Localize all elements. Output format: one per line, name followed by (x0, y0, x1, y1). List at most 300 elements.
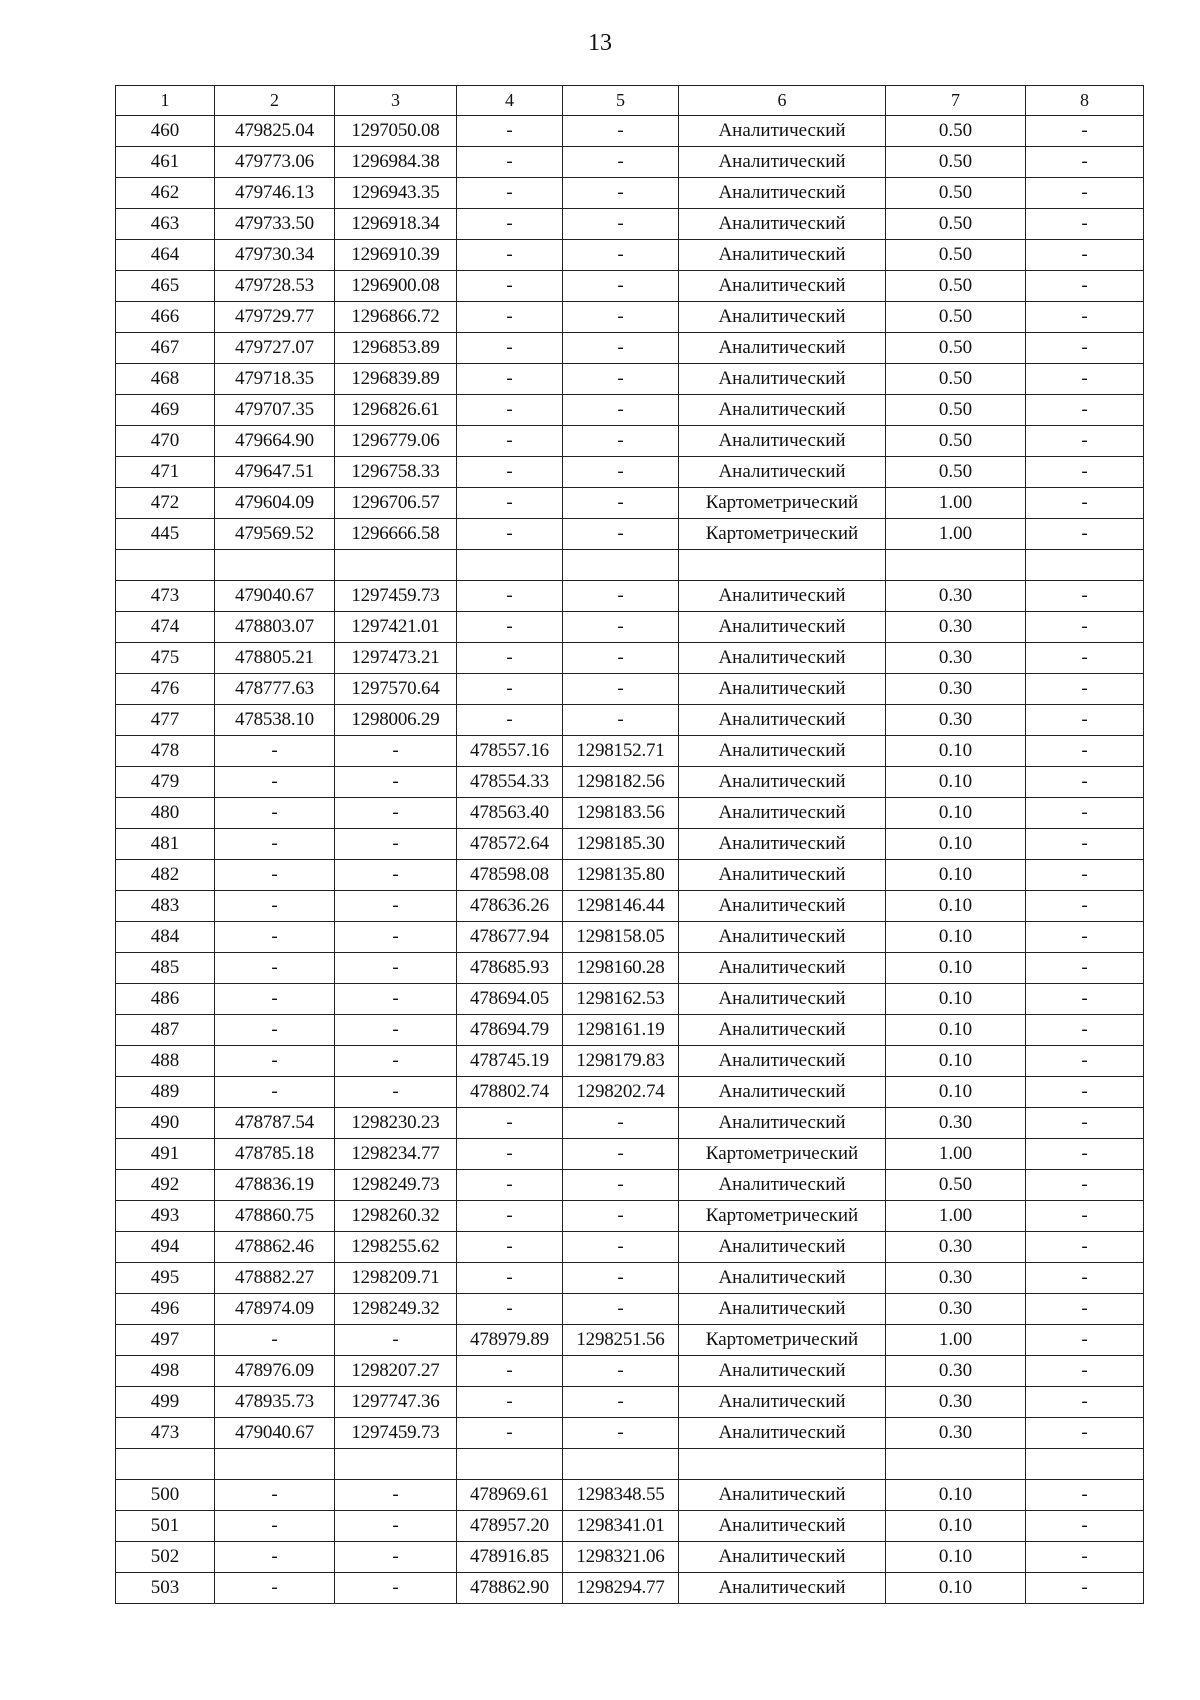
y-new-cell: 1298179.83 (563, 1046, 679, 1077)
accuracy-cell: 0.50 (886, 395, 1026, 426)
x-new-cell: - (457, 1387, 563, 1418)
point-number-cell: 489 (116, 1077, 215, 1108)
y-existing-cell: - (335, 829, 457, 860)
note-cell: - (1026, 147, 1144, 178)
note-cell: - (1026, 457, 1144, 488)
y-new-cell: 1298152.71 (563, 736, 679, 767)
y-existing-cell: 1298207.27 (335, 1356, 457, 1387)
x-existing-cell: 479664.90 (215, 426, 335, 457)
x-existing-cell: 478836.19 (215, 1170, 335, 1201)
method-cell (679, 550, 886, 581)
method-cell: Аналитический (679, 829, 886, 860)
method-cell: Аналитический (679, 457, 886, 488)
table-row (116, 736, 1144, 767)
y-existing-cell: 1297421.01 (335, 612, 457, 643)
table-row (116, 1046, 1144, 1077)
method-cell: Аналитический (679, 240, 886, 271)
header-row (116, 86, 1144, 116)
point-number-cell: 498 (116, 1356, 215, 1387)
note-cell: - (1026, 1542, 1144, 1573)
x-existing-cell: 479569.52 (215, 519, 335, 550)
accuracy-cell: 0.10 (886, 1015, 1026, 1046)
x-new-cell: 478862.90 (457, 1573, 563, 1604)
note-cell (1026, 550, 1144, 581)
accuracy-cell: 0.30 (886, 1294, 1026, 1325)
table-row (116, 1418, 1144, 1449)
accuracy-cell: 0.10 (886, 736, 1026, 767)
point-number-cell: 464 (116, 240, 215, 271)
method-cell: Аналитический (679, 798, 886, 829)
accuracy-cell: 0.10 (886, 767, 1026, 798)
x-new-cell: 478554.33 (457, 767, 563, 798)
note-cell: - (1026, 488, 1144, 519)
x-new-cell: - (457, 178, 563, 209)
x-new-cell: - (457, 705, 563, 736)
note-cell: - (1026, 643, 1144, 674)
y-existing-cell: 1296943.35 (335, 178, 457, 209)
x-existing-cell: 479040.67 (215, 1418, 335, 1449)
y-existing-cell: 1296758.33 (335, 457, 457, 488)
y-new-cell: - (563, 178, 679, 209)
note-cell: - (1026, 1077, 1144, 1108)
y-existing-cell: 1298260.32 (335, 1201, 457, 1232)
y-new-cell: - (563, 240, 679, 271)
x-new-cell: - (457, 1263, 563, 1294)
note-cell: - (1026, 1573, 1144, 1604)
accuracy-cell: 0.10 (886, 922, 1026, 953)
x-existing-cell (215, 1449, 335, 1480)
y-new-cell: - (563, 612, 679, 643)
point-number-cell: 487 (116, 1015, 215, 1046)
y-new-cell: - (563, 1418, 679, 1449)
method-cell: Аналитический (679, 116, 886, 147)
table-row (116, 674, 1144, 705)
accuracy-cell: 0.30 (886, 674, 1026, 705)
y-new-cell: 1298158.05 (563, 922, 679, 953)
method-cell: Аналитический (679, 1480, 886, 1511)
method-cell: Аналитический (679, 674, 886, 705)
y-existing-cell: 1297473.21 (335, 643, 457, 674)
accuracy-cell: 0.50 (886, 457, 1026, 488)
accuracy-cell: 0.50 (886, 209, 1026, 240)
x-existing-cell: 479040.67 (215, 581, 335, 612)
x-existing-cell: 479728.53 (215, 271, 335, 302)
method-cell: Аналитический (679, 953, 886, 984)
accuracy-cell: 1.00 (886, 488, 1026, 519)
note-cell: - (1026, 1232, 1144, 1263)
y-existing-cell: - (335, 1480, 457, 1511)
y-new-cell: 1298162.53 (563, 984, 679, 1015)
method-cell: Аналитический (679, 1015, 886, 1046)
y-new-cell: 1298294.77 (563, 1573, 679, 1604)
y-existing-cell: 1296779.06 (335, 426, 457, 457)
accuracy-cell: 0.30 (886, 1418, 1026, 1449)
table-row (116, 798, 1144, 829)
x-existing-cell: - (215, 798, 335, 829)
x-new-cell: - (457, 519, 563, 550)
point-number-cell: 462 (116, 178, 215, 209)
x-new-cell: 478802.74 (457, 1077, 563, 1108)
y-existing-cell: - (335, 1046, 457, 1077)
table-row (116, 922, 1144, 953)
accuracy-cell: 0.50 (886, 116, 1026, 147)
x-new-cell: - (457, 116, 563, 147)
col-method-header: 6 (679, 86, 886, 116)
note-cell: - (1026, 426, 1144, 457)
table-row (116, 1573, 1144, 1604)
table-row (116, 395, 1144, 426)
separator-row (116, 1449, 1144, 1480)
method-cell: Аналитический (679, 1232, 886, 1263)
note-cell: - (1026, 1201, 1144, 1232)
accuracy-cell: 0.50 (886, 426, 1026, 457)
y-new-cell: 1298135.80 (563, 860, 679, 891)
table-row (116, 426, 1144, 457)
y-existing-cell: - (335, 953, 457, 984)
x-new-cell: - (457, 1418, 563, 1449)
note-cell: - (1026, 1108, 1144, 1139)
table-row (116, 1263, 1144, 1294)
x-existing-cell: - (215, 1325, 335, 1356)
accuracy-cell: 0.30 (886, 643, 1026, 674)
note-cell: - (1026, 829, 1144, 860)
x-existing-cell: 479727.07 (215, 333, 335, 364)
y-new-cell: - (563, 426, 679, 457)
table-row (116, 1542, 1144, 1573)
y-existing-cell: - (335, 922, 457, 953)
y-existing-cell: 1297570.64 (335, 674, 457, 705)
point-number-cell: 479 (116, 767, 215, 798)
table-row (116, 1387, 1144, 1418)
y-existing-cell: 1296826.61 (335, 395, 457, 426)
table-row (116, 1108, 1144, 1139)
y-new-cell: - (563, 581, 679, 612)
x-new-cell: - (457, 612, 563, 643)
point-number-cell: 445 (116, 519, 215, 550)
method-cell: Аналитический (679, 612, 886, 643)
point-number-cell: 466 (116, 302, 215, 333)
table-row (116, 581, 1144, 612)
accuracy-cell: 0.50 (886, 333, 1026, 364)
note-cell: - (1026, 116, 1144, 147)
table-row (116, 1139, 1144, 1170)
y-existing-cell: 1297459.73 (335, 1418, 457, 1449)
method-cell: Аналитический (679, 147, 886, 178)
x-existing-cell: 478860.75 (215, 1201, 335, 1232)
x-new-cell: - (457, 674, 563, 705)
point-number-cell: 478 (116, 736, 215, 767)
y-new-cell: 1298251.56 (563, 1325, 679, 1356)
accuracy-cell: 0.50 (886, 240, 1026, 271)
y-existing-cell: - (335, 1573, 457, 1604)
accuracy-cell: 0.50 (886, 364, 1026, 395)
y-existing-cell: 1298255.62 (335, 1232, 457, 1263)
table-row (116, 147, 1144, 178)
x-existing-cell: 479604.09 (215, 488, 335, 519)
accuracy-cell: 0.50 (886, 271, 1026, 302)
x-new-cell: 478572.64 (457, 829, 563, 860)
y-existing-cell: 1298006.29 (335, 705, 457, 736)
x-existing-cell: 479825.04 (215, 116, 335, 147)
method-cell: Аналитический (679, 984, 886, 1015)
x-new-cell: 478557.16 (457, 736, 563, 767)
y-existing-cell: - (335, 798, 457, 829)
y-new-cell: - (563, 519, 679, 550)
x-new-cell: 478685.93 (457, 953, 563, 984)
method-cell: Картометрический (679, 1201, 886, 1232)
x-existing-cell: 478935.73 (215, 1387, 335, 1418)
point-number-cell: 463 (116, 209, 215, 240)
method-cell: Аналитический (679, 209, 886, 240)
point-number-cell: 502 (116, 1542, 215, 1573)
x-existing-cell: 479730.34 (215, 240, 335, 271)
accuracy-cell: 0.10 (886, 1511, 1026, 1542)
table-row (116, 1325, 1144, 1356)
accuracy-cell: 0.10 (886, 1077, 1026, 1108)
x-new-cell: 478598.08 (457, 860, 563, 891)
x-existing-cell: 478976.09 (215, 1356, 335, 1387)
note-cell: - (1026, 1325, 1144, 1356)
table-row (116, 178, 1144, 209)
accuracy-cell: 0.10 (886, 860, 1026, 891)
x-existing-cell: - (215, 767, 335, 798)
point-number-cell: 467 (116, 333, 215, 364)
x-existing-cell: 479707.35 (215, 395, 335, 426)
col-accuracy-header: 7 (886, 86, 1026, 116)
table-row (116, 953, 1144, 984)
method-cell: Аналитический (679, 1263, 886, 1294)
y-new-cell: 1298185.30 (563, 829, 679, 860)
note-cell: - (1026, 1418, 1144, 1449)
x-existing-cell: - (215, 1480, 335, 1511)
y-new-cell: - (563, 395, 679, 426)
point-number-cell: 475 (116, 643, 215, 674)
y-existing-cell: 1298234.77 (335, 1139, 457, 1170)
y-new-cell: 1298160.28 (563, 953, 679, 984)
point-number-cell: 465 (116, 271, 215, 302)
point-number-cell: 500 (116, 1480, 215, 1511)
table-row (116, 302, 1144, 333)
y-new-cell: 1298161.19 (563, 1015, 679, 1046)
col-y-new-header: 5 (563, 86, 679, 116)
note-cell: - (1026, 271, 1144, 302)
point-number-cell: 484 (116, 922, 215, 953)
method-cell: Аналитический (679, 581, 886, 612)
x-existing-cell: 478805.21 (215, 643, 335, 674)
method-cell: Аналитический (679, 1573, 886, 1604)
x-new-cell: 478694.79 (457, 1015, 563, 1046)
page-number: 13 (588, 30, 612, 56)
accuracy-cell: 1.00 (886, 1139, 1026, 1170)
method-cell: Аналитический (679, 333, 886, 364)
method-cell: Аналитический (679, 178, 886, 209)
y-existing-cell: 1296918.34 (335, 209, 457, 240)
accuracy-cell: 0.10 (886, 984, 1026, 1015)
method-cell: Аналитический (679, 1387, 886, 1418)
table-row (116, 1232, 1144, 1263)
method-cell: Аналитический (679, 395, 886, 426)
method-cell: Аналитический (679, 302, 886, 333)
point-number-cell: 495 (116, 1263, 215, 1294)
y-new-cell (563, 1449, 679, 1480)
y-existing-cell: 1298249.32 (335, 1294, 457, 1325)
point-number-cell: 473 (116, 581, 215, 612)
y-new-cell: - (563, 674, 679, 705)
x-existing-cell: 479729.77 (215, 302, 335, 333)
method-cell: Аналитический (679, 1046, 886, 1077)
table-row (116, 984, 1144, 1015)
accuracy-cell: 0.30 (886, 612, 1026, 643)
y-new-cell: 1298202.74 (563, 1077, 679, 1108)
y-existing-cell: - (335, 984, 457, 1015)
x-existing-cell: - (215, 953, 335, 984)
col-note-header: 8 (1026, 86, 1144, 116)
accuracy-cell: 0.30 (886, 581, 1026, 612)
x-existing-cell: - (215, 736, 335, 767)
method-cell: Картометрический (679, 1325, 886, 1356)
accuracy-cell: 1.00 (886, 519, 1026, 550)
y-new-cell: - (563, 147, 679, 178)
y-new-cell: - (563, 643, 679, 674)
point-number-cell: 499 (116, 1387, 215, 1418)
note-cell: - (1026, 581, 1144, 612)
y-new-cell: - (563, 333, 679, 364)
y-new-cell: 1298348.55 (563, 1480, 679, 1511)
point-number-cell: 485 (116, 953, 215, 984)
table-row (116, 488, 1144, 519)
x-new-cell: - (457, 1232, 563, 1263)
method-cell: Аналитический (679, 1108, 886, 1139)
table-row (116, 860, 1144, 891)
y-existing-cell: - (335, 1511, 457, 1542)
note-cell: - (1026, 705, 1144, 736)
point-number-cell: 470 (116, 426, 215, 457)
y-existing-cell: - (335, 891, 457, 922)
table-row (116, 1480, 1144, 1511)
x-existing-cell: 479718.35 (215, 364, 335, 395)
y-existing-cell: 1296900.08 (335, 271, 457, 302)
point-number-cell: 497 (116, 1325, 215, 1356)
y-new-cell: - (563, 302, 679, 333)
method-cell: Аналитический (679, 1542, 886, 1573)
y-new-cell: - (563, 1201, 679, 1232)
y-new-cell: 1298146.44 (563, 891, 679, 922)
note-cell: - (1026, 302, 1144, 333)
x-existing-cell: 478785.18 (215, 1139, 335, 1170)
method-cell: Аналитический (679, 1077, 886, 1108)
table-row (116, 1077, 1144, 1108)
y-existing-cell: - (335, 1077, 457, 1108)
table-row (116, 1201, 1144, 1232)
y-new-cell: - (563, 488, 679, 519)
accuracy-cell: 0.10 (886, 1573, 1026, 1604)
accuracy-cell: 0.10 (886, 891, 1026, 922)
point-number-cell: 481 (116, 829, 215, 860)
point-number-cell: 461 (116, 147, 215, 178)
coordinates-table (115, 85, 1144, 1604)
x-new-cell: 478916.85 (457, 1542, 563, 1573)
y-existing-cell: 1298209.71 (335, 1263, 457, 1294)
x-new-cell: - (457, 209, 563, 240)
table-row (116, 1294, 1144, 1325)
y-existing-cell: 1296666.58 (335, 519, 457, 550)
accuracy-cell: 0.30 (886, 705, 1026, 736)
y-existing-cell: 1298249.73 (335, 1170, 457, 1201)
accuracy-cell: 0.30 (886, 1108, 1026, 1139)
x-existing-cell: - (215, 1046, 335, 1077)
x-new-cell: - (457, 240, 563, 271)
accuracy-cell: 0.50 (886, 178, 1026, 209)
y-existing-cell: 1296984.38 (335, 147, 457, 178)
y-existing-cell (335, 550, 457, 581)
col-point-number-header: 1 (116, 86, 215, 116)
y-existing-cell: - (335, 736, 457, 767)
table-header (116, 86, 1144, 116)
point-number-cell: 486 (116, 984, 215, 1015)
x-new-cell (457, 1449, 563, 1480)
x-existing-cell: - (215, 1015, 335, 1046)
x-existing-cell: 478974.09 (215, 1294, 335, 1325)
method-cell: Аналитический (679, 643, 886, 674)
method-cell: Картометрический (679, 519, 886, 550)
note-cell: - (1026, 1480, 1144, 1511)
x-existing-cell: - (215, 829, 335, 860)
y-new-cell: - (563, 1263, 679, 1294)
y-new-cell: - (563, 1294, 679, 1325)
x-new-cell: - (457, 1139, 563, 1170)
table-row (116, 705, 1144, 736)
x-existing-cell: - (215, 1573, 335, 1604)
y-new-cell: - (563, 1108, 679, 1139)
x-new-cell: - (457, 302, 563, 333)
y-new-cell: 1298321.06 (563, 1542, 679, 1573)
x-existing-cell: 478862.46 (215, 1232, 335, 1263)
x-new-cell: 478957.20 (457, 1511, 563, 1542)
table-row (116, 519, 1144, 550)
x-existing-cell: - (215, 922, 335, 953)
point-number-cell: 460 (116, 116, 215, 147)
accuracy-cell: 0.30 (886, 1356, 1026, 1387)
method-cell: Аналитический (679, 1294, 886, 1325)
x-new-cell: - (457, 147, 563, 178)
y-existing-cell (335, 1449, 457, 1480)
accuracy-cell (886, 1449, 1026, 1480)
table-row (116, 1356, 1144, 1387)
y-new-cell: - (563, 271, 679, 302)
y-new-cell: - (563, 705, 679, 736)
x-existing-cell: - (215, 1077, 335, 1108)
y-existing-cell: - (335, 767, 457, 798)
accuracy-cell: 0.50 (886, 1170, 1026, 1201)
accuracy-cell: 0.10 (886, 1046, 1026, 1077)
note-cell: - (1026, 922, 1144, 953)
point-number-cell: 488 (116, 1046, 215, 1077)
y-new-cell: - (563, 1170, 679, 1201)
point-number-cell: 490 (116, 1108, 215, 1139)
x-new-cell: - (457, 1201, 563, 1232)
y-existing-cell: - (335, 860, 457, 891)
x-new-cell: - (457, 1294, 563, 1325)
table-row (116, 612, 1144, 643)
x-existing-cell: 479647.51 (215, 457, 335, 488)
method-cell (679, 1449, 886, 1480)
y-new-cell: - (563, 1356, 679, 1387)
accuracy-cell: 0.50 (886, 147, 1026, 178)
point-number-cell: 476 (116, 674, 215, 705)
x-existing-cell: 478803.07 (215, 612, 335, 643)
table-row (116, 457, 1144, 488)
x-new-cell: - (457, 333, 563, 364)
